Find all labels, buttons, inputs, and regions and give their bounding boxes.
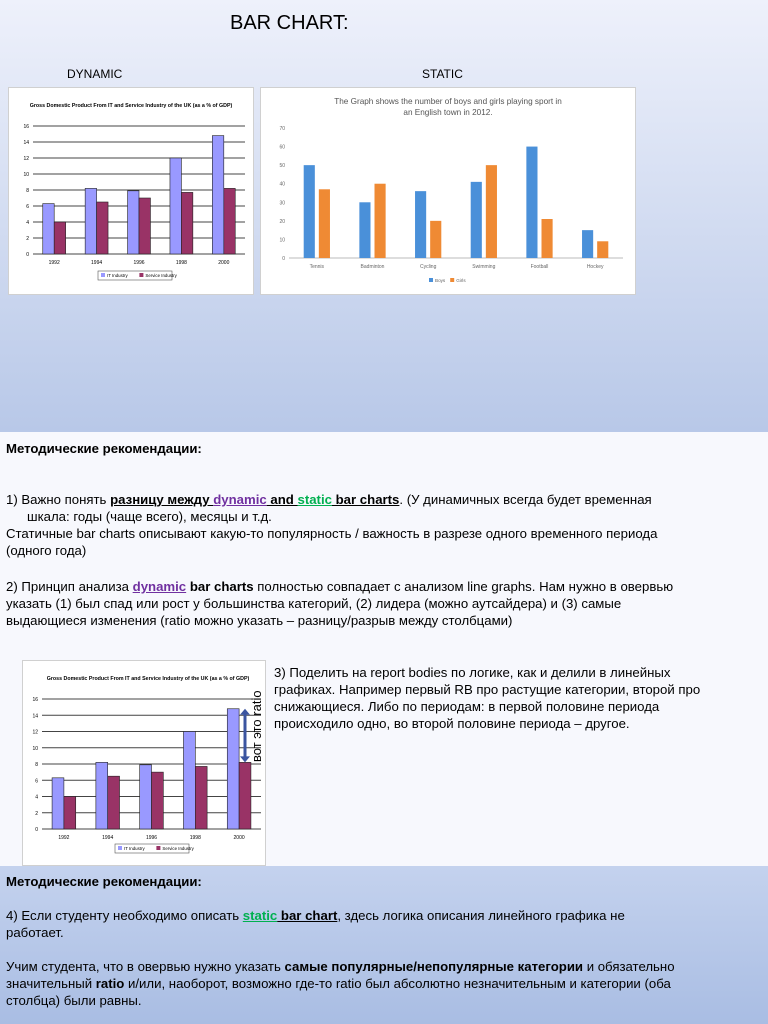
- p4-a: 4) Если студенту необходимо описать: [6, 908, 243, 923]
- p5-ratio: ratio: [95, 976, 125, 991]
- y-tick-label: 8: [26, 188, 29, 194]
- p3-line4: происходило одно, во второй половине периода – другое.: [274, 716, 630, 731]
- bar-it-industry: [227, 709, 239, 829]
- heading-1: Методические рекомендации:: [6, 441, 202, 456]
- p1-line3: Статичные bar charts описывают какую-то популярность / важность в разрезе одного временного периода: [6, 526, 658, 541]
- p2-a: 2) Принцип анализа: [6, 579, 133, 594]
- chart-title: Gross Domestic Product From IT and Service Industry of the UK (as a % of GDP): [46, 676, 250, 682]
- legend-label: Boys: [435, 278, 446, 283]
- bar-service-industry: [239, 762, 251, 829]
- page-title: BAR CHART:: [230, 12, 349, 34]
- p1-bold-a: разницу между: [110, 492, 214, 507]
- y-tick-label: 14: [23, 140, 29, 146]
- chart-title: The Graph shows the number of boys and girls playing sport in: [334, 97, 562, 106]
- bar-it-industry: [128, 191, 139, 254]
- p1-and: and: [266, 492, 298, 507]
- legend-label: Service Industry: [145, 273, 177, 278]
- x-tick-label: Hockey: [586, 264, 604, 270]
- static-chart: [261, 88, 635, 294]
- y-tick-label: 16: [32, 697, 38, 703]
- legend-label: Girls: [456, 278, 466, 283]
- bar-boys: [359, 202, 370, 258]
- dynamic-label: DYNAMIC: [67, 67, 123, 81]
- p2-line3: выдающиеся изменения (ratio можно указать – разницу/разрыв между столбцами): [6, 613, 513, 628]
- x-tick-label: 1996: [133, 260, 145, 266]
- legend-swatch: [156, 846, 160, 850]
- p2-dynamic: dynamic: [132, 579, 187, 594]
- p1-bar-charts: bar charts: [331, 492, 400, 507]
- section-3: [274, 664, 764, 732]
- x-tick-label: 1994: [102, 835, 114, 841]
- bar-service-industry: [152, 772, 164, 829]
- p1-dynamic: dynamic: [213, 492, 267, 507]
- p3-line2: графиках. Например первый RB про растущие категории, второй про: [274, 682, 701, 697]
- y-tick-label: 4: [35, 794, 38, 801]
- y-tick-label: 40: [279, 181, 285, 188]
- bar-it-industry: [140, 765, 152, 829]
- y-tick-label: 0: [282, 256, 285, 262]
- p1-rest: . (У динамичных всегда будет временная: [399, 492, 652, 507]
- x-tick-label: Badminton: [360, 264, 385, 270]
- y-tick-label: 14: [32, 713, 38, 720]
- x-tick-label: 2000: [218, 260, 230, 266]
- bar-girls: [597, 241, 608, 258]
- y-tick-label: 10: [23, 172, 29, 178]
- bar-it-industry: [52, 778, 64, 829]
- heading-2: Методические рекомендации:: [6, 874, 202, 889]
- y-tick-label: 10: [279, 237, 285, 244]
- p1-line2: шкала: годы (чаще всего), месяцы и т.д.: [27, 509, 272, 524]
- dynamic-chart-2: [23, 661, 265, 865]
- p4-static: static: [242, 908, 278, 923]
- bar-service-industry: [97, 202, 108, 254]
- y-tick-label: 16: [23, 124, 29, 130]
- y-tick-label: 12: [32, 729, 38, 736]
- p1-line4: (одного года): [6, 543, 87, 558]
- chart-title: Gross Domestic Product From IT and Service Industry of the UK (as a % of GDP): [29, 103, 233, 109]
- legend-label: IT Industry: [124, 846, 145, 851]
- legend-swatch: [101, 273, 105, 277]
- bar-boys: [304, 165, 315, 258]
- section-4: [6, 873, 762, 1009]
- ratio-arrow-label: вот это ratio: [249, 690, 264, 762]
- bar-it-industry: [183, 732, 195, 830]
- legend-swatch: [139, 273, 143, 277]
- y-tick-label: 12: [23, 156, 29, 162]
- bar-it-industry: [85, 188, 96, 254]
- dynamic-chart: [9, 88, 253, 294]
- point-2: [6, 578, 762, 595]
- y-tick-label: 20: [279, 218, 285, 225]
- y-tick-label: 8: [35, 762, 38, 768]
- bar-girls: [486, 165, 497, 258]
- x-tick-label: 1998: [175, 260, 187, 266]
- static-label: STATIC: [422, 67, 463, 81]
- dynamic-chart-panel-2: [22, 660, 266, 866]
- p4-line2: работает.: [6, 925, 64, 940]
- p5-a: Учим студента, что в овервью нужно указать: [6, 959, 285, 974]
- p5-line2-a: значительный: [6, 976, 96, 991]
- x-tick-label: 1992: [58, 835, 70, 841]
- section-1: [6, 440, 762, 629]
- y-tick-label: 60: [279, 144, 285, 151]
- bar-boys: [582, 230, 593, 258]
- p3-line1: 3) Поделить на report bodies по логике, как и делили в линейных: [274, 665, 671, 680]
- p3-line3: снижающиеся. Либо по периодам: в первой половине периода: [274, 699, 660, 714]
- y-tick-label: 0: [35, 827, 38, 833]
- x-tick-label: 1996: [145, 835, 158, 841]
- p5-line2: [6, 975, 762, 992]
- y-tick-label: 0: [26, 252, 29, 258]
- x-tick-label: 1994: [91, 260, 103, 266]
- p4-rest: , здесь логика описания линейного графика не: [337, 908, 625, 923]
- p5-line3: столбца) были равны.: [6, 993, 142, 1008]
- bar-it-industry: [170, 158, 181, 254]
- bar-boys: [471, 182, 482, 258]
- bar-it-industry: [96, 762, 108, 829]
- p2-line2: указать (1) был спад или рост у большинства категорий, (2) лидера (можно аутсайдера) и (3) самые: [6, 596, 622, 611]
- y-tick-label: 10: [32, 745, 38, 752]
- p5-bold: самые популярные/непопулярные категории: [284, 959, 584, 974]
- chart-title: an English town in 2012.: [403, 108, 493, 117]
- x-tick-label: Football: [530, 264, 549, 270]
- x-tick-label: 1998: [189, 835, 201, 841]
- p5-line2-rest: и/или, наоборот, возможно где-то ratio был абсолютно незначительным и категории (оба: [124, 976, 671, 991]
- x-tick-label: 1992: [48, 260, 60, 266]
- legend-swatch: [429, 278, 433, 282]
- p2-rest: полностью совпадает с анализом line graphs. Нам нужно в овервью: [253, 579, 674, 594]
- bar-service-industry: [195, 766, 207, 829]
- bar-girls: [319, 189, 330, 258]
- dynamic-chart-panel: [8, 87, 254, 295]
- p4-bar-chart: bar chart: [277, 908, 338, 923]
- y-tick-label: 2: [26, 236, 29, 242]
- x-tick-label: 2000: [233, 835, 245, 841]
- p2-bar-charts: bar charts: [186, 579, 254, 594]
- y-tick-label: 30: [279, 200, 285, 207]
- bar-boys: [415, 191, 426, 258]
- y-tick-label: 4: [26, 220, 29, 226]
- bar-girls: [542, 219, 553, 258]
- bar-it-industry: [43, 204, 54, 254]
- x-tick-label: Tennis: [309, 264, 325, 270]
- point-4: [6, 907, 762, 924]
- point-1: [6, 491, 762, 508]
- legend-swatch: [450, 278, 454, 282]
- bar-service-industry: [54, 222, 65, 254]
- y-tick-label: 2: [35, 810, 38, 817]
- bar-service-industry: [139, 198, 150, 254]
- bar-boys: [526, 147, 537, 258]
- x-tick-label: Swimming: [472, 264, 496, 270]
- legend-label: IT Industry: [107, 273, 128, 278]
- static-chart-panel: [260, 87, 636, 295]
- p1-static: static: [297, 492, 332, 507]
- y-tick-label: 6: [35, 778, 38, 785]
- p5-rest: и обязательно: [583, 959, 675, 974]
- bar-girls: [375, 184, 386, 258]
- y-tick-label: 50: [279, 163, 285, 170]
- bar-service-industry: [224, 188, 235, 254]
- x-tick-label: Cycling: [419, 264, 437, 270]
- bar-girls: [430, 221, 441, 258]
- legend-swatch: [118, 846, 122, 850]
- point-5: [6, 958, 762, 975]
- y-tick-label: 6: [26, 204, 29, 210]
- bar-service-industry: [64, 797, 76, 830]
- legend-label: Service Industry: [162, 846, 194, 851]
- bar-service-industry: [108, 776, 120, 829]
- bar-it-industry: [212, 136, 223, 254]
- p1-num: 1) Важно понять: [6, 492, 111, 507]
- bar-service-industry: [181, 192, 192, 254]
- y-tick-label: 70: [279, 126, 285, 132]
